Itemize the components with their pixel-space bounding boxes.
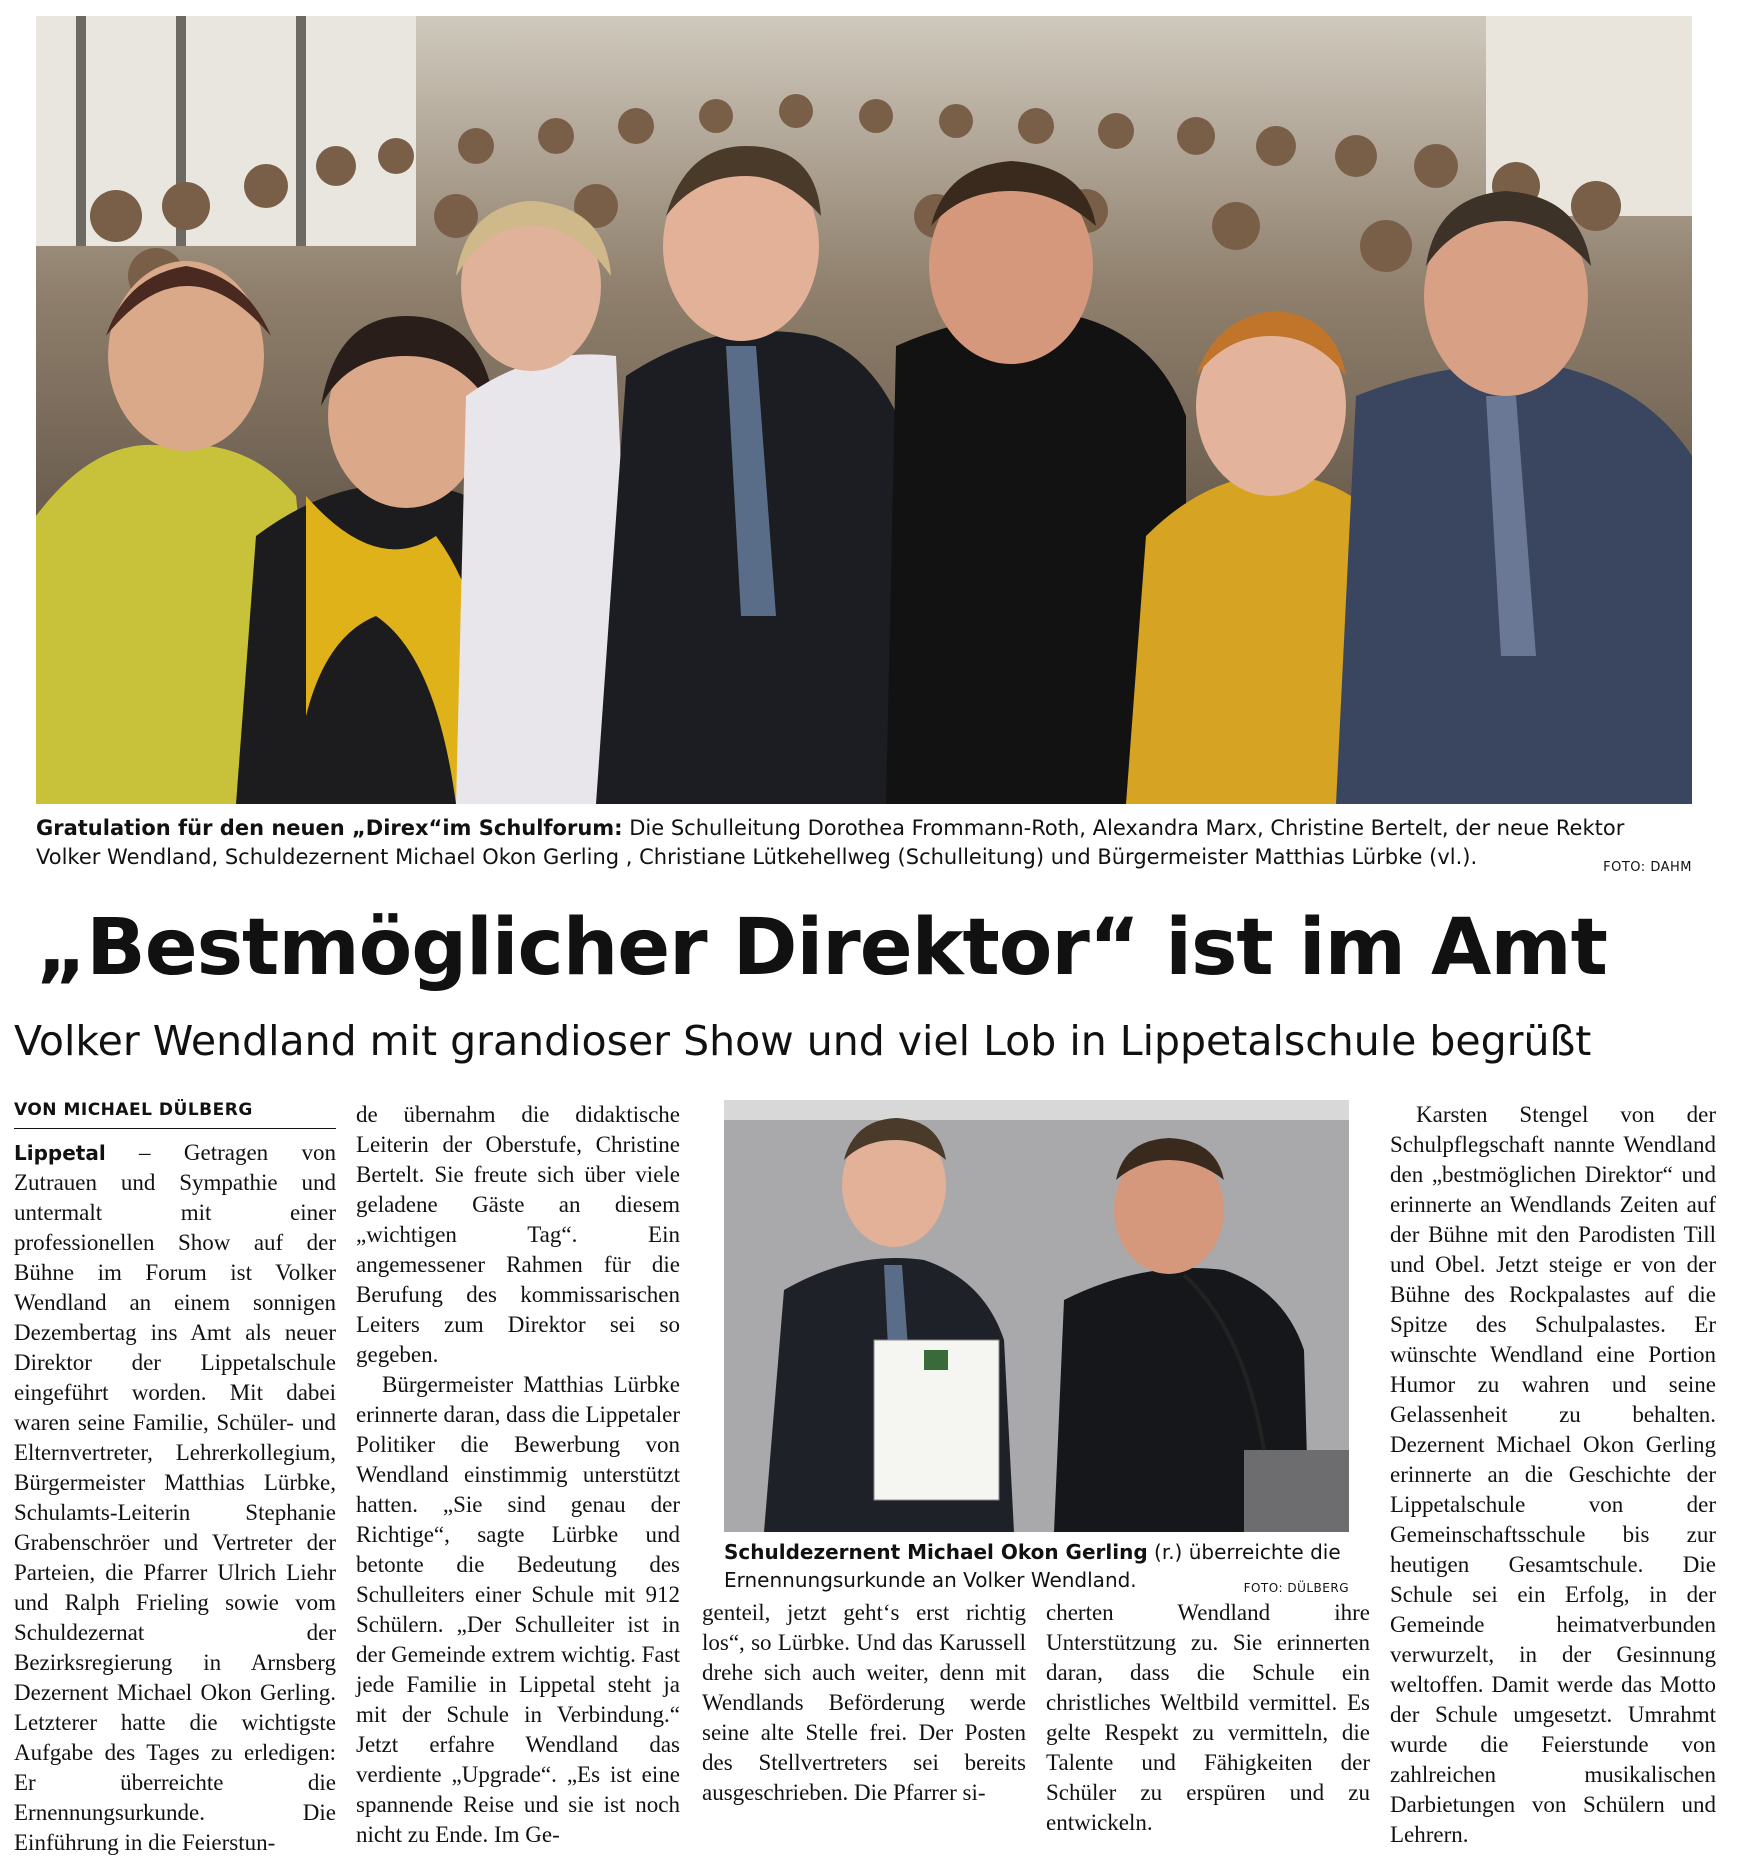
headline: „Bestmöglicher Direktor“ ist im Amt [36, 903, 1607, 993]
handover-photo-image [724, 1100, 1349, 1532]
article-col1-text: – Getragen von Zutrauen und Sympathie und untermalt mit einer professionellen Show auf der Bühne im Forum ist Volker Wendland an einem sonnigen Dezembertag ins Amt als neuer Direktor der Lippetalschule eingeführt worden. Mit dabei waren seine Familie, Schüler- und Elternvertreter, Lehrerkollegium, Bürgermeister Matthias Lürbke, Schulamts-Leiterin Stephanie Grabenschröer und Vertreter der Parteien, die Pfarrer Ulrich Liehr und Ralph Frieling sowie vom Schuldezernat der Bezirksregierung in Arnsberg Dezernent Michael Okon Gerling. Letzterer hatte die wichtigste Aufgabe des Tages zu erledigen: Er überreichte die Ernennungsurkunde. Die Einführung in die Feierstun- [14, 1140, 336, 1855]
inner-photo-caption [724, 1538, 1349, 1602]
top-caption-text: Die Schulleitung Dorothea Frommann-Roth, Alexandra Marx, Christine Bertelt, der neue Rektor Volker Wendland, Schuldezernent Michael Okon Gerling , Christiane Lütkehellweg (Schulleitung) und Bürgermeister Matthias Lürbke (vl.). [36, 816, 1625, 869]
inner-photo [724, 1100, 1349, 1532]
article-col2-paragraph-2: Bürgermeister Matthias Lürbke erinnerte daran, dass die Lippetaler Politiker die Bewerbung von Wendland einstimmig unterstützt hatten. „Sie sind genau der Richtige“, sagte Lürbke und betonte die Bedeutung des Schulleiters einer Schule mit 912 Schülern. „Der Schulleiter ist in der Gemeinde extrem wichtig. Fast jede Familie in Lippetal steht ja mit der Schule in Verbindung.“ Jetzt erfahre Wendland das verdiente „Upgrade“. „Es ist eine spannende Reise und sie ist noch nicht zu Ende. Im Ge- [356, 1372, 680, 1847]
article-col4-text: Karsten Stengel von der Schulpflegschaft nannte Wendland den „bestmöglichen Direktor“ und erinnerte an Wendlands Zeiten auf der Bühne mit den Parodisten Till und Obel. Jetzt steige er von der Bühne des Rockpalastes auf die Spitze des Schulpalastes. Er wünschte Wendland eine Portion Humor zu wahren und seine Gelassenheit zu behalten. Dezernent Michael Okon Gerling erinnerte an die Geschichte der Lippetalschule von der Gemeinschaftsschule bis zur heutigen Gesamtschule. Die Schule sei ein Erfolg, in der Gemeinde heimatverbunden verwurzelt, in der Gesinnung weltoffen. Damit werde das Motto der Schule umgesetzt. Umrahmt wurde die Feierstunde von zahlreichen musikalischen Darbietungen von Schülern und Lehrern. [1390, 1102, 1716, 1847]
group-photo-image [36, 16, 1692, 804]
inner-caption-bold: Schuldezernent Michael Okon Gerling [724, 1540, 1148, 1564]
article-col2-paragraph-1: de übernahm die didaktische Leiterin der Oberstufe, Christine Bertelt. Sie freute sich über viele geladene Gäste an diesem „wichtigen Tag“. Ein angemessener Rahmen für die Berufung des kommissarischen Leiters zum Direktor sei so gegeben. [356, 1102, 680, 1367]
top-caption-bold: Gratulation für den neuen „Direx“im Schulforum: [36, 816, 623, 840]
top-photo [36, 16, 1692, 804]
article-column-3a [702, 1598, 1026, 1808]
inner-photo-credit: FOTO: DÜLBERG [1243, 1581, 1349, 1595]
dateline: Lippetal [14, 1141, 106, 1165]
article-col3a-text: genteil, jetzt geht‘s erst richtig los“, so Lürbke. Und das Karussell drehe sich auch weiter, denn mit Wendlands Beförderung werde seine alte Stelle frei. Der Posten des Stellvertreters sei bereits ausgeschrieben. Die Pfarrer si- [702, 1600, 1026, 1805]
article-column-3b [1046, 1598, 1370, 1838]
byline: VON MICHAEL DÜLBERG [14, 1100, 336, 1129]
article-column-2 [356, 1100, 680, 1850]
article-column-1 [14, 1138, 336, 1858]
inner-caption-text: (r.) überreichte die Ernennungsurkunde an Volker Wendland. [724, 1540, 1341, 1592]
top-photo-credit: FOTO: DAHM [1603, 860, 1692, 875]
top-photo-caption [36, 814, 1692, 882]
article-column-4 [1390, 1100, 1716, 1850]
subheadline: Volker Wendland mit grandioser Show und viel Lob in Lippetalschule begrüßt [14, 1017, 1592, 1065]
article-col3b-text: cherten Wendland ihre Unterstützung zu. Sie erinnerten daran, dass die Schule ein christliches Weltbild vermittel. Es gelte Respekt zu vermitteln, die Talente und Fähigkeiten der Schüler zu erspüren und zu entwickeln. [1046, 1600, 1370, 1835]
